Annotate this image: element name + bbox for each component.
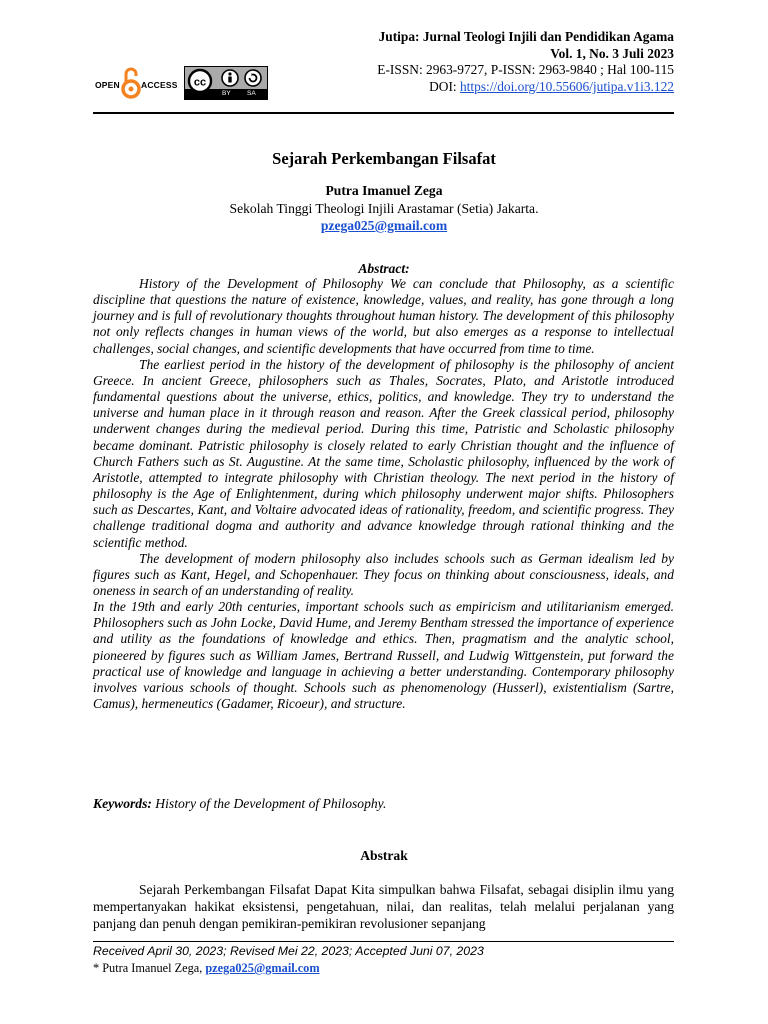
corresponding-author (93, 961, 320, 976)
abstrak-heading: Abstrak (360, 848, 408, 863)
abstract-paragraph: The earliest period in the history of the development of philosophy is the philosophy of ancient Greece. In ancient Greece, philosophers such as Thales, Socrates, Plato, and Aristotle introduced fundamental questions about the universe, ethics, politics, and knowledge. They try to understand the universe and human place in it through reason and reason. After the Greek classical period, philosophy underwent changes during the medieval period. During this time, Patristic and Scholastic philosophy became dominant. Patristic philosophy is closely related to early Christian thought and the influence of Church Fathers such as St. Augustine. At the same time, Scholastic philosophy, influenced by the work of Aristotle, attempted to integrate philosophy with Christian theology. The next period in the history of philosophy is the Age of Enlightenment, during which philosophy underwent major shifts. Philosophers such as Descartes, Kant, and Voltaire advocated ideas of rationality, freedom, and scientific progress. They challenge traditional dogma and authority and advance knowledge through rational thinking and the scientific method. (93, 356, 674, 550)
open-access-right-text: ACCESS (141, 80, 178, 90)
journal-header (377, 29, 674, 95)
cc-by-sa-badge (184, 66, 268, 100)
abstract-paragraph: The development of modern philosophy also includes schools such as German idealism led by figures such as Kant, Hegel, and Schopenhauer. They focus on thinking about consciousness, ideals, and oneness in search of an understanding of reality. (93, 550, 674, 598)
abstrak-body (93, 882, 674, 932)
footer-rule (93, 941, 674, 942)
author-email-link[interactable]: pzega025@gmail.com (320, 218, 448, 233)
abstract-paragraph: In the 19th and early 20th centuries, important schools such as empiricism and utilitarianism emerged. Philosophers such as John Locke, David Hume, and Jeremy Bentham stressed the importance of experience and utility as the foundations of knowledge and ethics. Then, pragmatism and the analytic school, pioneered by figures such as William James, Bertrand Russell, and Ludwig Wittgenstein, put forward the practical use of knowledge and language in achieving a better understanding. Contemporary philosophy involves various schools of thought. Schools such as phenomenology (Husserl), existentialism (Sartre, Camus), hermeneutics (Gadamer, Ricoeur), and structure. (93, 599, 674, 712)
corresponding-author-email[interactable]: pzega025@gmail.com (205, 961, 320, 975)
journal-title: Jutipa: Jurnal Teologi Injili dan Pendidikan Agama (378, 29, 674, 44)
doi-link[interactable]: https://doi.org/10.55606/jutipa.v1i3.122 (459, 78, 674, 94)
svg-text:cc: cc (193, 76, 207, 89)
keywords (93, 796, 386, 812)
open-access-left-text: OPEN (95, 80, 120, 90)
journal-issn: E-ISSN: 2963-9727, P-ISSN: 2963-9840 ; Hal 100-115 (377, 62, 674, 78)
corresponding-author-name: * Putra Imanuel Zega, (93, 961, 206, 975)
open-access-logo (95, 66, 181, 104)
keywords-label: Keywords: (93, 796, 152, 811)
article-title: Sejarah Perkembangan Filsafat (272, 149, 496, 168)
author-email[interactable] (0, 218, 768, 234)
open-lock-icon (121, 66, 141, 100)
cc-by-label: BY (222, 89, 231, 97)
abstract-paragraph: History of the Development of Philosophy We can conclude that Philosophy, as a scientific discipline that questions the nature of existence, knowledge, values, and reality, has gone through a long journey and is full of revolutionary thoughts throughout human history. The development of this philosophy not only reflects changes in human views of the world, but also emerges as a response to intellectual challenges, social changes, and scientific developments that have occurred from time to time. (93, 276, 674, 356)
author-name: Putra Imanuel Zega (325, 183, 443, 198)
received-dates: Received April 30, 2023; Revised Mei 22, 2023; Accepted Juni 07, 2023 (93, 944, 484, 958)
header-rule (93, 112, 674, 114)
doi-label: DOI: (429, 78, 460, 94)
cc-sa-label: SA (247, 89, 256, 97)
abstract-body (93, 276, 674, 712)
journal-doi (377, 79, 674, 96)
keywords-text: History of the Development of Philosophy. (151, 796, 387, 811)
journal-volume: Vol. 1, No. 3 Juli 2023 (550, 45, 674, 61)
author-affiliation: Sekolah Tinggi Theologi Injili Arastamar (Setia) Jakarta. (229, 201, 539, 216)
abstrak-paragraph: Sejarah Perkembangan Filsafat Dapat Kita simpulkan bahwa Filsafat, sebagai disiplin ilmu yang mempertanyakan hakikat eksistensi, pengetahuan, nilai, dan realitas, telah melalui perjalanan yang panjang dan penuh dengan pemikiran-pemikiran revolusioner sepanjang (93, 882, 674, 931)
abstract-heading: Abstract: (358, 261, 410, 276)
